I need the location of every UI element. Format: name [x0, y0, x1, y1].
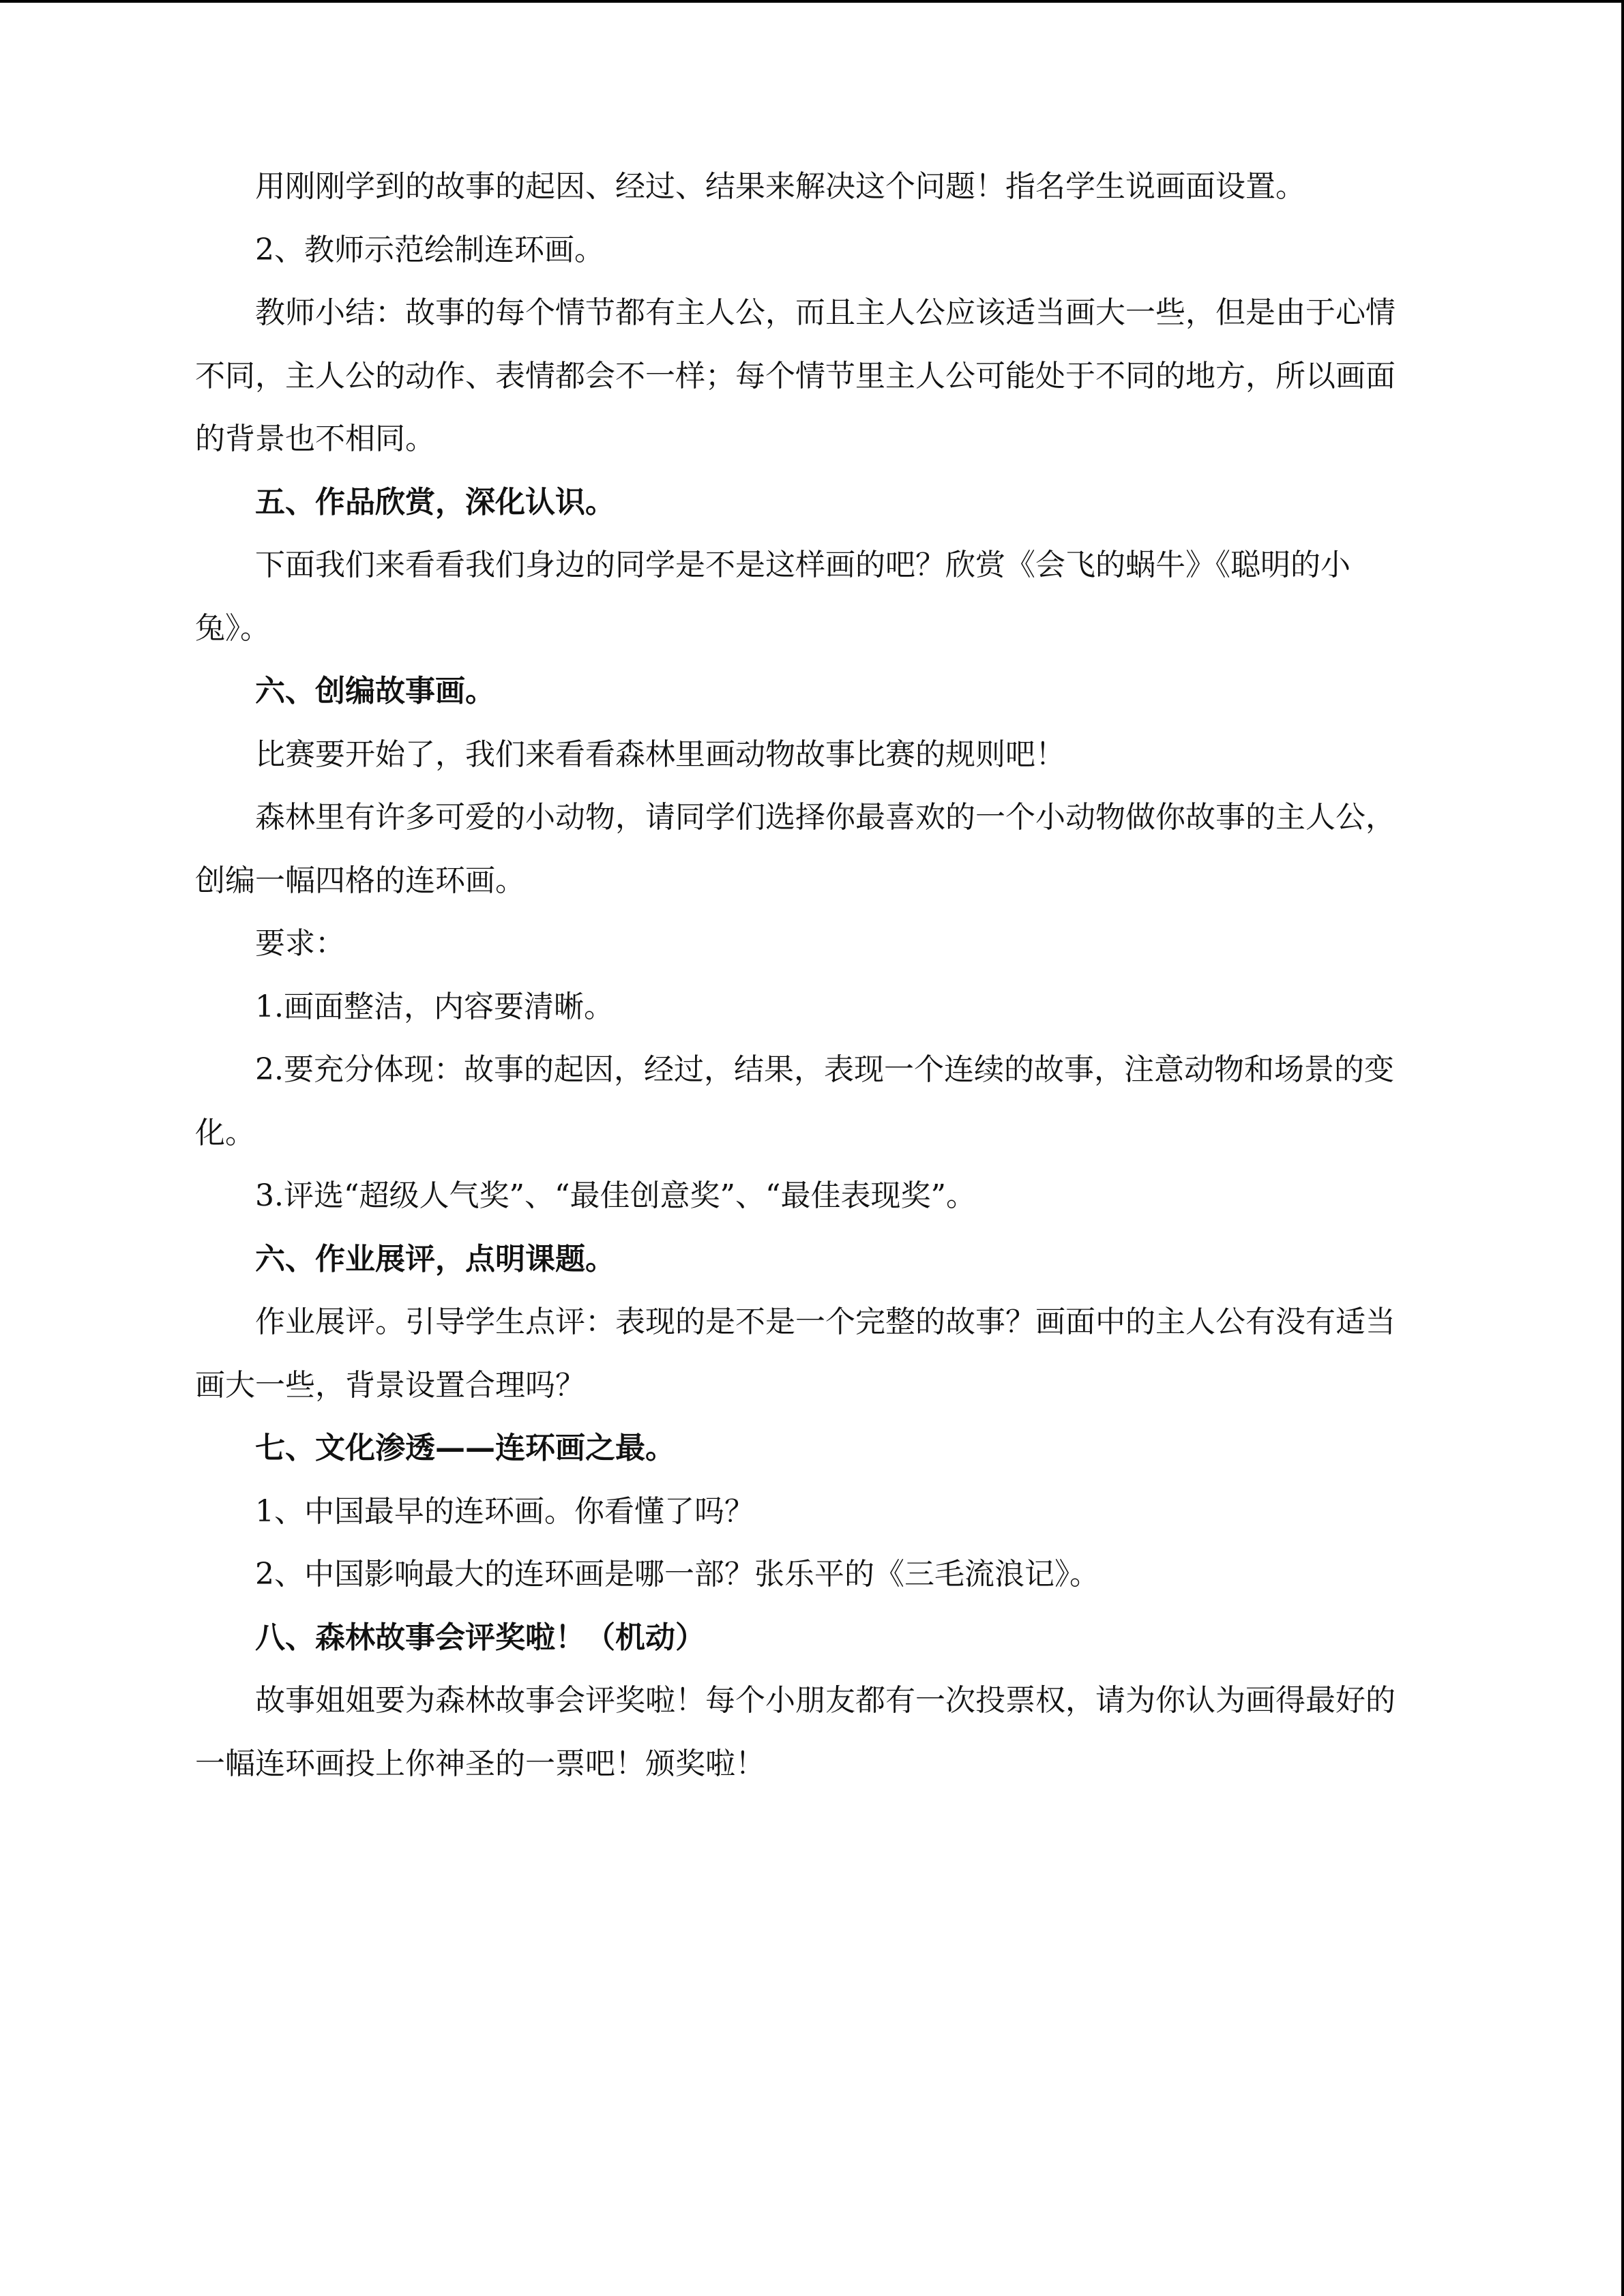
- paragraph-forest-animals: 森林里有许多可爱的小动物，请同学们选择你最喜欢的一个小动物做你故事的主人公，创编一幅四格的连环画。: [195, 800, 1396, 898]
- paragraph-appreciation: 下面我们来看看我们身边的同学是不是这样画的吧？欣赏《会飞的蜗牛》《聪明的小兔》。: [195, 548, 1350, 646]
- paragraph-problem-solving: 用刚刚学到的故事的起因、经过、结果来解决这个问题！指名学生说画面设置。: [255, 169, 1305, 204]
- page-right-border: [1621, 0, 1624, 2296]
- section-heading-8: 八、森林故事会评奖啦！（机动）: [255, 1620, 705, 1655]
- section-heading-7: 七、文化渗透——连环画之最。: [255, 1431, 675, 1465]
- requirement-item-2: 2.要充分体现：故事的起因，经过，结果，表现一个连续的故事，注意动物和场景的变化。: [195, 1052, 1394, 1150]
- section-heading-6b: 六、作业展评，点明课题。: [255, 1241, 615, 1277]
- requirement-item-3: 3.评选“超级人气奖”、“最佳创意奖”、“最佳表现奖”。: [255, 1178, 976, 1213]
- section-heading-6a: 六、创编故事画。: [255, 674, 495, 709]
- paragraph-earliest-comic: 1、中国最早的连环画。你看懂了吗？: [255, 1493, 754, 1529]
- paragraph-teacher-demo: 2、教师示范绘制连环画。: [255, 232, 604, 267]
- paragraph-contest-start: 比赛要开始了，我们来看看森林里画动物故事比赛的规则吧！: [255, 736, 1065, 772]
- section-heading-5: 五、作品欣赏，深化认识。: [255, 484, 615, 520]
- paragraph-awards: 故事姐姐要为森林故事会评奖啦！每个小朋友都有一次投票权，请为你认为画得最好的一幅连环画投上你神圣的一票吧！颁奖啦！: [195, 1683, 1396, 1781]
- page-top-border: [0, 0, 1624, 3]
- requirement-item-1: 1.画面整洁，内容要清晰。: [255, 989, 614, 1024]
- document-body: [195, 155, 1423, 1795]
- paragraph-teacher-summary: 教师小结：故事的每个情节都有主人公，而且主人公应该适当画大一些，但是由于心情不同，主人公的动作、表情都会不一样；每个情节里主人公可能处于不同的地方，所以画面的背景也不相同。: [195, 295, 1396, 456]
- paragraph-requirements-label: 要求：: [255, 926, 345, 961]
- paragraph-work-review: 作业展评。引导学生点评：表现的是不是一个完整的故事？画面中的主人公有没有适当画大一些，背景设置合理吗？: [195, 1304, 1396, 1403]
- paragraph-most-influential-comic: 2、中国影响最大的连环画是哪一部？张乐平的《三毛流浪记》。: [255, 1557, 1099, 1592]
